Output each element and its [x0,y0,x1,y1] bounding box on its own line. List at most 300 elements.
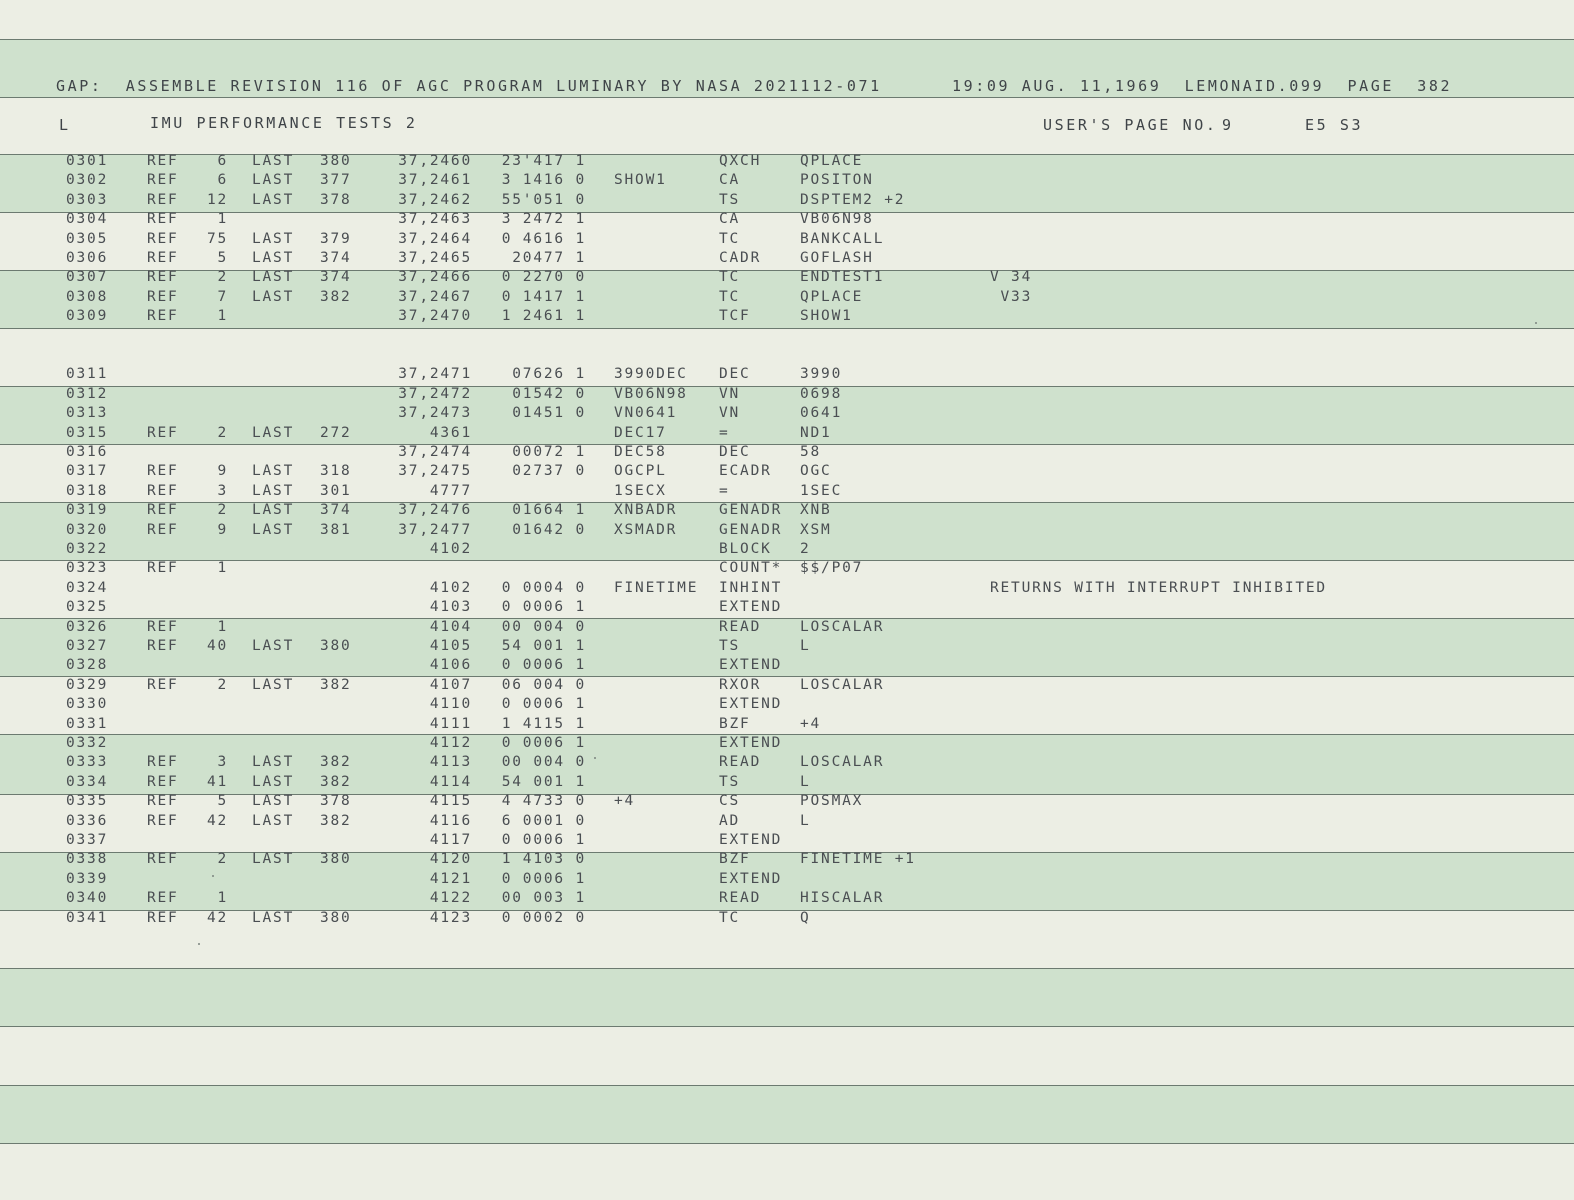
operand: VB06N98 [800,211,874,228]
operand: SHOW1 [800,308,853,325]
symbol-label: DEC58 [614,444,667,460]
octal-word: 01542 0 [512,385,586,402]
listing-row [0,889,1574,908]
last-keyword: LAST [252,230,295,247]
operand: OGC [800,463,832,480]
opcode: ECADR [719,463,772,480]
symbol-label: VN0641 [614,405,678,422]
line-number: 0307 [66,269,109,286]
line-number: 0305 [66,230,109,247]
address: 4123 [429,909,472,926]
paper-band [0,1085,1574,1143]
line-number: 0332 [66,735,109,751]
band-rule [0,1026,1574,1027]
comment: V33 [990,288,1033,305]
line-number: 0324 [66,579,109,596]
listing-row [0,909,1574,928]
octal-word: 0 0006 1 [501,870,586,887]
ref-keyword: REF [147,153,179,169]
last-keyword: LAST [252,909,295,926]
listing-row [0,462,1574,481]
comment: RETURNS WITH INTERRUPT INHIBITED [990,579,1327,596]
operand: L [800,638,811,654]
ref-count: 3 [217,482,228,499]
last-keyword: LAST [252,153,295,169]
octal-word: 00 004 0 [501,754,586,771]
opcode: READ [719,890,762,907]
listing-row [0,598,1574,617]
ref-count: 9 [217,463,228,480]
listing-row [0,715,1574,734]
listing-row [0,210,1574,229]
opcode: BZF [719,851,751,868]
operand: ND1 [800,424,832,441]
last-keyword: LAST [252,172,295,189]
octal-word: 55'051 0 [501,191,586,208]
opcode: DEC [719,366,751,383]
ref-keyword: REF [147,191,179,208]
opcode: EXTEND [719,657,783,674]
last-page: 382 [320,773,352,790]
ref-keyword: REF [147,424,179,441]
line-number: 0340 [66,890,109,907]
operand: L [800,812,811,829]
address: 37,2467 [398,288,472,305]
address: 37,2475 [398,463,472,480]
symbol-label: XNBADR [614,502,678,519]
address: 4102 [429,579,472,596]
opcode: EXTEND [719,696,783,713]
octal-word: 01451 0 [512,405,586,422]
ref-count: 1 [217,560,228,577]
listing-row [0,268,1574,287]
opcode: BLOCK [719,541,772,557]
operand: 2 [800,541,811,557]
operand: L [800,773,811,790]
last-keyword: LAST [252,851,295,868]
paper-band [0,968,1574,1026]
ref-keyword: REF [147,211,179,228]
address: 4117 [429,832,472,848]
opcode: VN [719,385,741,402]
line-number: 0335 [66,793,109,810]
operand: 0641 [800,405,843,422]
header-section-title: IMU PERFORMANCE TESTS 2 [150,114,418,132]
listing-row [0,365,1574,384]
line-number: 0322 [66,541,109,557]
last-page: 374 [320,250,352,266]
operand: ENDTEST1 [800,269,885,286]
listing-row [0,773,1574,792]
address: 4121 [429,870,472,887]
ref-count: 12 [206,191,228,208]
octal-word: 4 4733 0 [501,793,586,810]
line-number: 0337 [66,832,109,848]
last-page: 374 [320,269,352,286]
ref-keyword: REF [147,502,179,519]
symbol-label: 3990DEC [614,366,688,383]
last-page: 379 [320,230,352,247]
listing-row [0,579,1574,598]
header-users-page-label: USER'S PAGE NO. [1043,116,1218,134]
last-page: 272 [320,424,352,441]
opcode: INHINT [719,579,783,596]
opcode: TS [719,773,741,790]
ref-count: 40 [206,638,228,654]
line-number: 0301 [66,153,109,169]
opcode: COUNT* [719,560,783,577]
line-number: 0316 [66,444,109,460]
listing-row [0,695,1574,714]
address: 4111 [429,715,472,732]
line-number: 0311 [66,366,109,383]
listing-row [0,171,1574,190]
operand: 0698 [800,385,843,402]
last-page: 382 [320,676,352,693]
line-number: 0304 [66,211,109,228]
octal-word: 0 4616 1 [501,230,586,247]
octal-word: 0 2270 0 [501,269,586,286]
ref-count: 3 [217,754,228,771]
listing-row [0,288,1574,307]
address: 4107 [429,676,472,693]
header-date-page: 19:09 AUG. 11,1969 LEMONAID.099 PAGE 382 [952,77,1453,95]
operand: QPLACE [800,288,864,305]
line-number: 0326 [66,618,109,635]
address: 4114 [429,773,472,790]
opcode: = [719,424,730,441]
octal-word: 0 0006 1 [501,735,586,751]
line-number: 0338 [66,851,109,868]
opcode: READ [719,754,762,771]
octal-word: 0 0006 1 [501,832,586,848]
octal-word: 1 4103 0 [501,851,586,868]
operand: XNB [800,502,832,519]
header-log-section: L [59,116,71,134]
address: 37,2476 [398,502,472,519]
line-number: 0339 [66,870,109,887]
symbol-label: 1SECX [614,482,667,499]
ref-count: 2 [217,502,228,519]
ref-keyword: REF [147,288,179,305]
octal-word: 0 0006 1 [501,657,586,674]
line-number: 0319 [66,502,109,519]
address: 37,2477 [398,521,472,538]
opcode: EXTEND [719,832,783,848]
listing-row [0,734,1574,753]
octal-word: 00 003 1 [501,890,586,907]
ref-keyword: REF [147,521,179,538]
listing-row [0,521,1574,540]
opcode: CS [719,793,741,810]
opcode: TS [719,191,741,208]
ref-count: 2 [217,851,228,868]
operand: XSM [800,521,832,538]
ref-count: 2 [217,424,228,441]
address: 4120 [429,851,472,868]
last-keyword: LAST [252,773,295,790]
operand: LOSCALAR [800,618,885,635]
opcode: TCF [719,308,751,325]
band-rule [0,97,1574,98]
address: 37,2466 [398,269,472,286]
paper-speck [198,943,200,945]
operand: FINETIME +1 [800,851,916,868]
listing-row [0,618,1574,637]
line-number: 0309 [66,308,109,325]
last-keyword: LAST [252,288,295,305]
opcode: DEC [719,444,751,460]
octal-word: 0 0006 1 [501,599,586,616]
last-keyword: LAST [252,424,295,441]
ref-count: 7 [217,288,228,305]
octal-word: 1 2461 1 [501,308,586,325]
listing-row [0,404,1574,423]
listing-row [0,191,1574,210]
listing-row [0,637,1574,656]
ref-keyword: REF [147,890,179,907]
symbol-label: SHOW1 [614,172,667,189]
ref-keyword: REF [147,269,179,286]
line-number: 0306 [66,250,109,266]
address: 37,2461 [398,172,472,189]
ref-count: 6 [217,153,228,169]
address: 4777 [429,482,472,499]
opcode: GENADR [719,502,783,519]
operand: DSPTEM2 +2 [800,191,906,208]
address: 4116 [429,812,472,829]
octal-word: 54 001 1 [501,638,586,654]
octal-word: 0 0006 1 [501,696,586,713]
address: 4361 [429,424,472,441]
line-number: 0328 [66,657,109,674]
ref-keyword: REF [147,308,179,325]
opcode: QXCH [719,153,762,169]
operand: POSMAX [800,793,864,810]
last-page: 382 [320,754,352,771]
octal-word: 3 1416 0 [501,172,586,189]
opcode: TC [719,909,741,926]
last-keyword: LAST [252,463,295,480]
line-number: 0318 [66,482,109,499]
ref-keyword: REF [147,773,179,790]
ref-count: 2 [217,676,228,693]
opcode: CA [719,172,741,189]
listing-row [0,656,1574,675]
listing-row [0,753,1574,772]
last-page: 382 [320,812,352,829]
last-keyword: LAST [252,250,295,266]
band-rule [0,968,1574,969]
symbol-label: XSMADR [614,521,678,538]
header-users-page-number: 9 [1222,116,1234,134]
line-number: 0329 [66,676,109,693]
ref-keyword: REF [147,230,179,247]
ref-keyword: REF [147,812,179,829]
ref-keyword: REF [147,618,179,635]
address: 37,2470 [398,308,472,325]
line-number: 0317 [66,463,109,480]
address: 4122 [429,890,472,907]
ref-keyword: REF [147,909,179,926]
opcode: GENADR [719,521,783,538]
last-page: 378 [320,793,352,810]
listing-row [0,327,1574,346]
address: 37,2473 [398,405,472,422]
address: 4113 [429,754,472,771]
opcode: = [719,482,730,499]
listing-row [0,501,1574,520]
opcode: TC [719,269,741,286]
operand: Q [800,909,811,926]
operand: QPLACE [800,153,864,169]
opcode: VN [719,405,741,422]
last-page: 380 [320,909,352,926]
ref-keyword: REF [147,250,179,266]
ref-keyword: REF [147,638,179,654]
octal-word: 3 2472 1 [501,211,586,228]
opcode: EXTEND [719,735,783,751]
line-number: 0303 [66,191,109,208]
last-page: 380 [320,153,352,169]
header-code: E5 S3 [1305,116,1364,134]
address: 4105 [429,638,472,654]
listing-row [0,676,1574,695]
opcode: CADR [719,250,762,266]
last-keyword: LAST [252,269,295,286]
opcode: CA [719,211,741,228]
last-keyword: LAST [252,191,295,208]
line-number: 0333 [66,754,109,771]
listing-row [0,230,1574,249]
octal-word: 1 4115 1 [501,715,586,732]
octal-word: 02737 0 [512,463,586,480]
address: 37,2471 [398,366,472,383]
octal-word: 07626 1 [512,366,586,383]
octal-word: 00 004 0 [501,618,586,635]
line-number: 0331 [66,715,109,732]
operand: LOSCALAR [800,754,885,771]
listing-row [0,792,1574,811]
listing-row [0,443,1574,462]
address: 4104 [429,618,472,635]
ref-count: 42 [206,909,228,926]
line-number: 0325 [66,599,109,616]
last-keyword: LAST [252,793,295,810]
ref-count: 6 [217,172,228,189]
ref-count: 41 [206,773,228,790]
operand: LOSCALAR [800,676,885,693]
comment: V 34 [990,269,1033,286]
last-keyword: LAST [252,812,295,829]
ref-count: 1 [217,308,228,325]
address: 37,2463 [398,211,472,228]
line-number: 0315 [66,424,109,441]
listing-row [0,850,1574,869]
address: 4112 [429,735,472,751]
listing-row [0,424,1574,443]
last-keyword: LAST [252,754,295,771]
line-number: 0341 [66,909,109,926]
operand: +4 [800,715,822,732]
ref-count: 1 [217,618,228,635]
ref-count: 1 [217,890,228,907]
octal-word: 00072 1 [512,444,586,460]
symbol-label: DEC17 [614,424,667,441]
ref-count: 75 [206,230,228,247]
listing-row [0,307,1574,326]
octal-word: 20477 1 [512,250,586,266]
octal-word: 0 0002 0 [501,909,586,926]
address: 4106 [429,657,472,674]
address: 4110 [429,696,472,713]
octal-word: 54 001 1 [501,773,586,790]
operand: BANKCALL [800,230,885,247]
line-number: 0320 [66,521,109,538]
last-page: 377 [320,172,352,189]
address: 37,2464 [398,230,472,247]
line-number: 0330 [66,696,109,713]
ref-keyword: REF [147,754,179,771]
symbol-label: +4 [614,793,636,810]
operand: POSITON [800,172,874,189]
last-page: 382 [320,288,352,305]
ref-count: 1 [217,211,228,228]
symbol-label: VB06N98 [614,385,688,402]
last-page: 381 [320,521,352,538]
opcode: BZF [719,715,751,732]
ref-keyword: REF [147,793,179,810]
line-number: 0323 [66,560,109,577]
octal-word: 0 0004 0 [501,579,586,596]
last-page: 380 [320,851,352,868]
address: 37,2474 [398,444,472,460]
band-rule [0,39,1574,40]
line-number: 0302 [66,172,109,189]
listing-row [0,540,1574,559]
ref-count: 9 [217,521,228,538]
octal-word: 01664 1 [512,502,586,519]
operand: GOFLASH [800,250,874,266]
last-keyword: LAST [252,638,295,654]
octal-word: 0 1417 1 [501,288,586,305]
opcode: READ [719,618,762,635]
last-page: 380 [320,638,352,654]
line-number: 0312 [66,385,109,402]
operand: 1SEC [800,482,843,499]
octal-word: 01642 0 [512,521,586,538]
line-number: 0308 [66,288,109,305]
address: 4102 [429,541,472,557]
address: 37,2460 [398,153,472,169]
opcode: EXTEND [719,599,783,616]
listing-row [0,870,1574,889]
listing-row [0,152,1574,171]
line-number: 0334 [66,773,109,790]
opcode: TC [719,288,741,305]
listing-row [0,249,1574,268]
operand: 58 [800,444,822,460]
opcode: TS [719,638,741,654]
last-keyword: LAST [252,502,295,519]
line-number: 0327 [66,638,109,654]
listing-row [0,482,1574,501]
paper-speck [212,875,214,877]
opcode: TC [719,230,741,247]
ref-count: 2 [217,269,228,286]
last-page: 301 [320,482,352,499]
ref-keyword: REF [147,482,179,499]
